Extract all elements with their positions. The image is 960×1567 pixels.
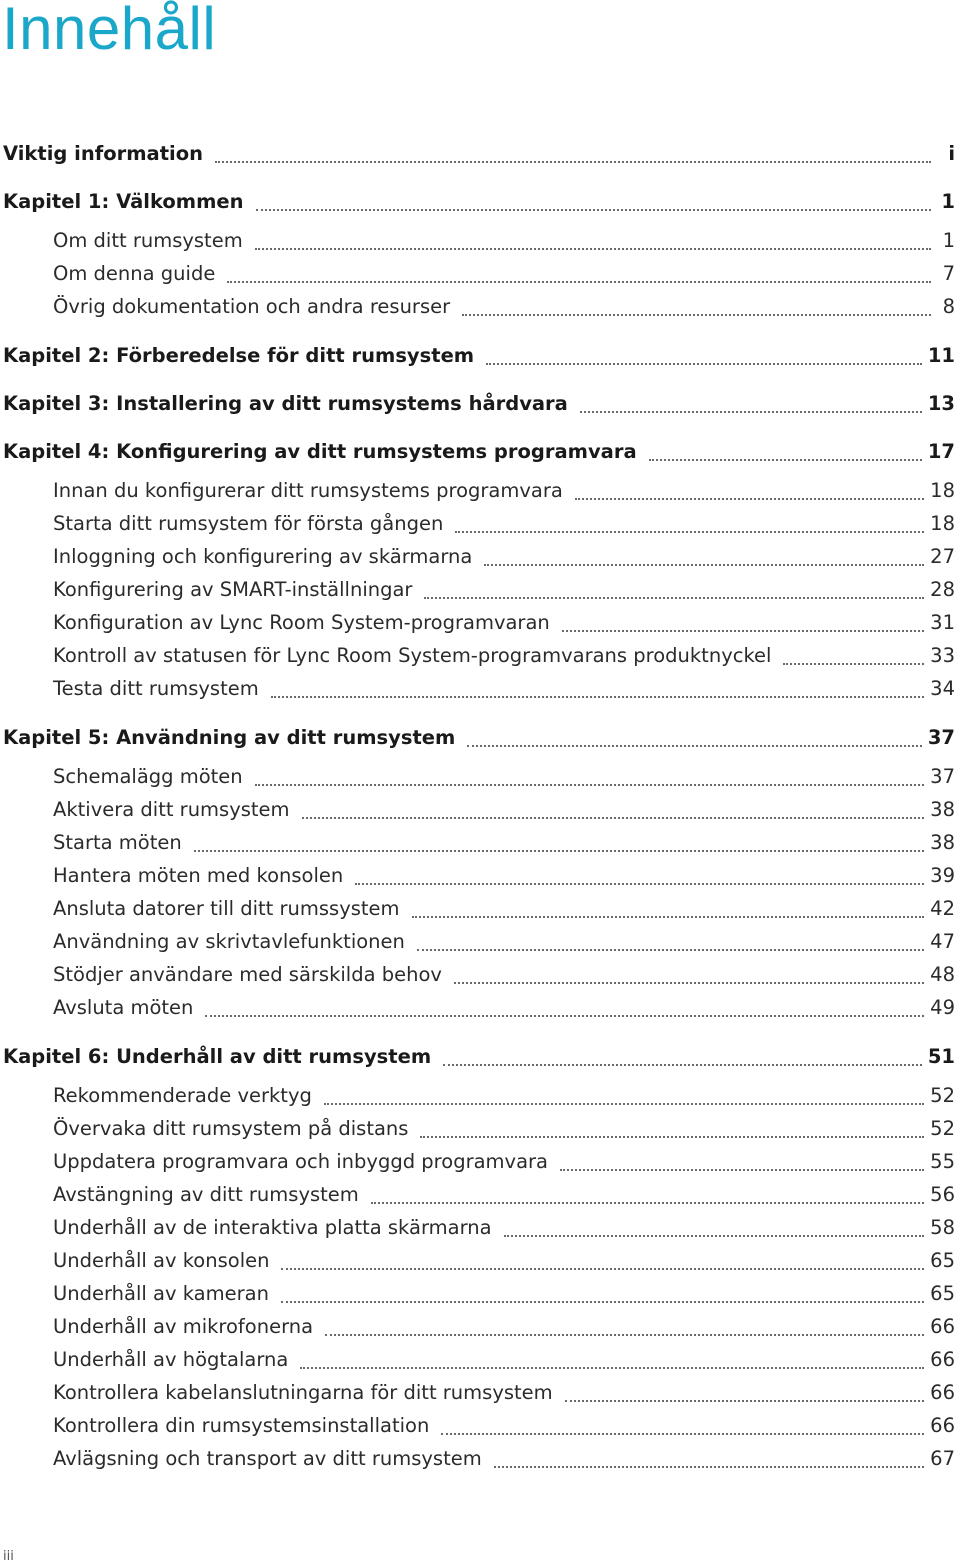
- toc-section-entry[interactable]: [0, 1408, 960, 1441]
- dot-leader: [443, 1064, 922, 1066]
- toc-section-entry[interactable]: [0, 256, 960, 289]
- toc-entry-page-number: 37: [927, 726, 955, 749]
- dot-leader: [455, 531, 924, 533]
- toc-section-entry[interactable]: [0, 1342, 960, 1375]
- toc-entry-label: Viktig information: [3, 142, 203, 165]
- toc-entry-page-number: 38: [930, 831, 955, 854]
- dot-leader: [227, 281, 931, 283]
- toc-entry-page-number: 55: [930, 1150, 955, 1173]
- toc-section-entry[interactable]: [0, 506, 960, 539]
- toc-entry-page-number: 13: [927, 392, 955, 415]
- toc-entry-page-number: 39: [930, 864, 955, 887]
- dot-leader: [467, 745, 922, 747]
- dot-leader: [417, 949, 924, 951]
- toc-section-entry[interactable]: [0, 638, 960, 671]
- toc-entry-label: Underhåll av kameran: [53, 1282, 269, 1305]
- dot-leader: [205, 1015, 924, 1017]
- toc-section-entry[interactable]: [0, 572, 960, 605]
- toc-entry-label: Kapitel 2: Förberedelse för ditt rumsystem: [3, 344, 475, 367]
- dot-leader: [504, 1235, 925, 1237]
- toc-entry-page-number: 47: [930, 930, 955, 953]
- toc-entry-label: Testa ditt rumsystem: [53, 677, 259, 700]
- toc-entry-label: Inloggning och konfigurering av skärmarna: [53, 545, 473, 568]
- dot-leader: [412, 916, 925, 918]
- dot-leader: [255, 248, 931, 250]
- toc-entry-page-number: 18: [930, 512, 955, 535]
- toc-entry-page-number: 66: [930, 1381, 955, 1404]
- toc-entry-page-number: 7: [942, 262, 955, 285]
- toc-entry-page-number: 58: [930, 1216, 955, 1239]
- dot-leader: [355, 883, 924, 885]
- toc-section-entry[interactable]: [0, 825, 960, 858]
- toc-entry-page-number: 37: [930, 765, 955, 788]
- toc-entry-page-number: 1: [942, 229, 955, 252]
- toc-entry-page-number: 11: [927, 344, 955, 367]
- dot-leader: [371, 1202, 924, 1204]
- toc-entry-page-number: 52: [930, 1084, 955, 1107]
- dot-leader: [486, 363, 922, 365]
- toc-entry-label: Aktivera ditt rumsystem: [53, 798, 290, 821]
- toc-entry-label: Kapitel 6: Underhåll av ditt rumsystem: [3, 1045, 432, 1068]
- toc-section-entry[interactable]: [0, 1276, 960, 1309]
- toc-entry-page-number: 8: [942, 295, 955, 318]
- dot-leader: [649, 459, 922, 461]
- toc-section-entry[interactable]: [0, 539, 960, 572]
- toc-section-entry[interactable]: [0, 1111, 960, 1144]
- toc-entry-label: Underhåll av konsolen: [53, 1249, 270, 1272]
- dot-leader: [424, 597, 924, 599]
- toc-section-entry[interactable]: [0, 1375, 960, 1408]
- toc-chapter-entry[interactable]: [0, 322, 960, 370]
- toc-entry-label: Hantera möten med konsolen: [53, 864, 344, 887]
- toc-entry-label: Kapitel 1: Välkommen: [3, 190, 244, 213]
- dot-leader: [325, 1334, 924, 1336]
- toc-entry-page-number: 65: [930, 1249, 955, 1272]
- dot-leader: [560, 1169, 924, 1171]
- dot-leader: [281, 1301, 924, 1303]
- toc-entry-label: Övrig dokumentation och andra resurser: [53, 295, 451, 318]
- dot-leader: [494, 1466, 924, 1468]
- toc-entry-label: Övervaka ditt rumsystem på distans: [53, 1117, 409, 1140]
- dot-leader: [441, 1433, 924, 1435]
- toc-entry-label: Starta ditt rumsystem för första gången: [53, 512, 444, 535]
- toc-entry-label: Kontrollera din rumsystemsinstallation: [53, 1414, 430, 1437]
- dot-leader: [575, 498, 924, 500]
- dot-leader: [194, 850, 924, 852]
- toc-chapter-entry[interactable]: [0, 168, 960, 216]
- toc-section-entry[interactable]: [0, 858, 960, 891]
- toc-entry-page-number: 34: [930, 677, 955, 700]
- toc-entry-page-number: 28: [930, 578, 955, 601]
- toc-entry-label: Konfiguration av Lync Room System-programvaran: [53, 611, 550, 634]
- toc-entry-label: Konfigurering av SMART-inställningar: [53, 578, 413, 601]
- toc-section-entry[interactable]: [0, 1210, 960, 1243]
- dot-leader: [454, 982, 924, 984]
- toc-entry-page-number: 42: [930, 897, 955, 920]
- toc-entry-page-number: 38: [930, 798, 955, 821]
- toc-entry-page-number: 66: [930, 1348, 955, 1371]
- toc-entry-page-number: 27: [930, 545, 955, 568]
- toc-section-entry[interactable]: [0, 1071, 960, 1111]
- toc-section-entry[interactable]: [0, 752, 960, 792]
- table-of-contents: [0, 120, 960, 1474]
- toc-entry-label: Underhåll av högtalarna: [53, 1348, 289, 1371]
- toc-section-entry[interactable]: [0, 1243, 960, 1276]
- toc-entry-label: Kapitel 5: Användning av ditt rumsystem: [3, 726, 456, 749]
- toc-chapter-entry[interactable]: [0, 1023, 960, 1071]
- dot-leader: [271, 696, 924, 698]
- toc-chapter-entry[interactable]: [0, 370, 960, 418]
- dot-leader: [420, 1136, 924, 1138]
- toc-section-entry[interactable]: [0, 605, 960, 638]
- footer-page-number: iii: [3, 1549, 14, 1564]
- toc-entry-page-number: 33: [930, 644, 955, 667]
- toc-entry-page-number: 48: [930, 963, 955, 986]
- toc-entry-label: Avsluta möten: [53, 996, 194, 1019]
- toc-entry-label: Uppdatera programvara och inbyggd programvara: [53, 1150, 548, 1173]
- toc-section-entry[interactable]: [0, 891, 960, 924]
- toc-entry-label: Kapitel 4: Konfigurering av ditt rumsystems programvara: [3, 440, 637, 463]
- toc-entry-page-number: 17: [927, 440, 955, 463]
- toc-chapter-entry[interactable]: [0, 120, 960, 168]
- toc-entry-label: Stödjer användare med särskilda behov: [53, 963, 442, 986]
- toc-entry-page-number: 56: [930, 1183, 955, 1206]
- toc-entry-label: Avstängning av ditt rumsystem: [53, 1183, 359, 1206]
- toc-section-entry[interactable]: [0, 990, 960, 1023]
- dot-leader: [462, 314, 931, 316]
- toc-section-entry[interactable]: [0, 466, 960, 506]
- toc-entry-label: Användning av skrivtavlefunktionen: [53, 930, 405, 953]
- dot-leader: [562, 630, 924, 632]
- toc-entry-label: Underhåll av mikrofonerna: [53, 1315, 314, 1338]
- toc-section-entry[interactable]: [0, 216, 960, 256]
- toc-section-entry[interactable]: [0, 671, 960, 704]
- toc-entry-page-number: 31: [930, 611, 955, 634]
- toc-entry-page-number: 51: [927, 1045, 955, 1068]
- toc-entry-label: Schemalägg möten: [53, 765, 243, 788]
- toc-entry-label: Kontrollera kabelanslutningarna för ditt rumsystem: [53, 1381, 553, 1404]
- toc-entry-label: Ansluta datorer till ditt rumssystem: [53, 897, 400, 920]
- dot-leader: [281, 1268, 924, 1270]
- toc-section-entry[interactable]: [0, 792, 960, 825]
- dot-leader: [783, 663, 924, 665]
- toc-chapter-entry[interactable]: [0, 418, 960, 466]
- toc-entry-page-number: 67: [930, 1447, 955, 1470]
- toc-entry-page-number: 49: [930, 996, 955, 1019]
- toc-entry-page-number: 1: [941, 190, 955, 213]
- toc-section-entry[interactable]: [0, 289, 960, 322]
- dot-leader: [484, 564, 924, 566]
- dot-leader: [580, 411, 922, 413]
- toc-entry-label: Om denna guide: [53, 262, 216, 285]
- dot-leader: [302, 817, 925, 819]
- toc-entry-label: Underhåll av de interaktiva platta skärmarna: [53, 1216, 492, 1239]
- toc-entry-label: Kontroll av statusen för Lync Room System-programvarans produktnyckel: [53, 644, 772, 667]
- toc-section-entry[interactable]: [0, 1441, 960, 1474]
- toc-section-entry[interactable]: [0, 957, 960, 990]
- toc-entry-page-number: 66: [930, 1414, 955, 1437]
- toc-entry-page-number: 66: [930, 1315, 955, 1338]
- toc-section-entry[interactable]: [0, 1144, 960, 1177]
- dot-leader: [215, 161, 931, 163]
- toc-chapter-entry[interactable]: [0, 704, 960, 752]
- toc-section-entry[interactable]: [0, 1177, 960, 1210]
- dot-leader: [255, 784, 925, 786]
- toc-entry-label: Rekommenderade verktyg: [53, 1084, 312, 1107]
- toc-entry-label: Avlägsning och transport av ditt rumsystem: [53, 1447, 482, 1470]
- toc-entry-label: Innan du konfigurerar ditt rumsystems programvara: [53, 479, 563, 502]
- dot-leader: [300, 1367, 924, 1369]
- toc-entry-label: Kapitel 3: Installering av ditt rumsystems hårdvara: [3, 392, 568, 415]
- dot-leader: [324, 1103, 924, 1105]
- dot-leader: [256, 209, 931, 211]
- toc-entry-page-number: i: [948, 142, 955, 165]
- toc-entry-page-number: 18: [930, 479, 955, 502]
- toc-section-entry[interactable]: [0, 1309, 960, 1342]
- dot-leader: [565, 1400, 925, 1402]
- toc-entry-page-number: 52: [930, 1117, 955, 1140]
- toc-entry-label: Starta möten: [53, 831, 182, 854]
- toc-section-entry[interactable]: [0, 924, 960, 957]
- toc-entry-page-number: 65: [930, 1282, 955, 1305]
- page-title: Innehåll: [2, 0, 217, 62]
- toc-entry-label: Om ditt rumsystem: [53, 229, 243, 252]
